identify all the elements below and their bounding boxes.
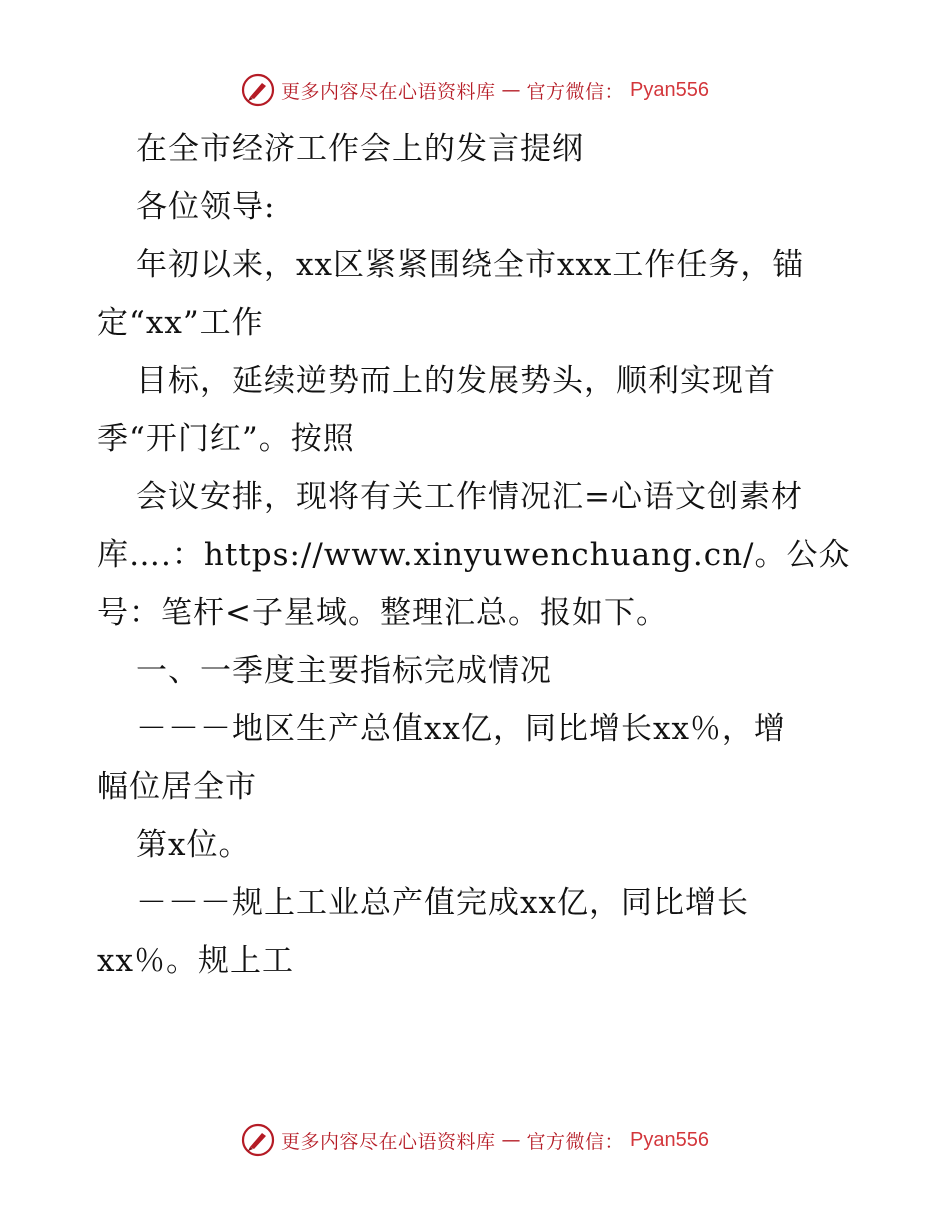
banner-slogan: 更多内容尽在心语资料库 [281, 80, 496, 103]
document-body [97, 120, 867, 990]
paragraph-line: 幅位居全市 [97, 769, 257, 805]
banner-slogan: 更多内容尽在心语资料库 [281, 1130, 496, 1153]
section-heading: 一、一季度主要指标完成情况 [136, 653, 552, 689]
footer-banner [0, 1118, 950, 1162]
banner-separator: — [501, 79, 521, 101]
paragraph-line: 季“开门红”。按照 [97, 421, 355, 457]
paragraph-line: －－－规上工业总产值完成xx亿，同比增长 [136, 885, 749, 921]
banner-brand: Pyan556 [630, 78, 709, 101]
document-title: 在全市经济工作会上的发言提纲 [136, 131, 584, 167]
banner-separator: — [501, 1129, 521, 1151]
banner-brand: Pyan556 [630, 1128, 709, 1151]
banner-official-label: 官方微信： [526, 1130, 625, 1153]
pen-logo-icon [241, 1123, 275, 1157]
paragraph-line: xx％。规上工 [97, 943, 294, 979]
paragraph-line: 目标，延续逆势而上的发展势头，顺利实现首 [136, 363, 776, 399]
paragraph-line: 定“xx”工作 [97, 305, 264, 341]
paragraph-line: －－－地区生产总值xx亿，同比增长xx％，增 [136, 711, 786, 747]
header-banner [0, 68, 950, 112]
paragraph-line: 年初以来，xx区紧紧围绕全市xxx工作任务，锚 [136, 247, 805, 283]
pen-logo-icon [241, 73, 275, 107]
banner-inner [241, 73, 709, 107]
paragraph-line: 第x位。 [136, 827, 251, 863]
paragraph-line: 会议安排，现将有关工作情况汇=心语文创素材 [136, 479, 803, 515]
banner-inner [241, 1123, 709, 1157]
banner-official-label: 官方微信： [526, 80, 625, 103]
salutation: 各位领导: [136, 189, 276, 225]
paragraph-line: 号：笔杆<子星域。整理汇总。报如下。 [97, 595, 668, 631]
paragraph-line: 库….：https://www.xinyuwenchuang.cn/。公众 [97, 537, 851, 573]
